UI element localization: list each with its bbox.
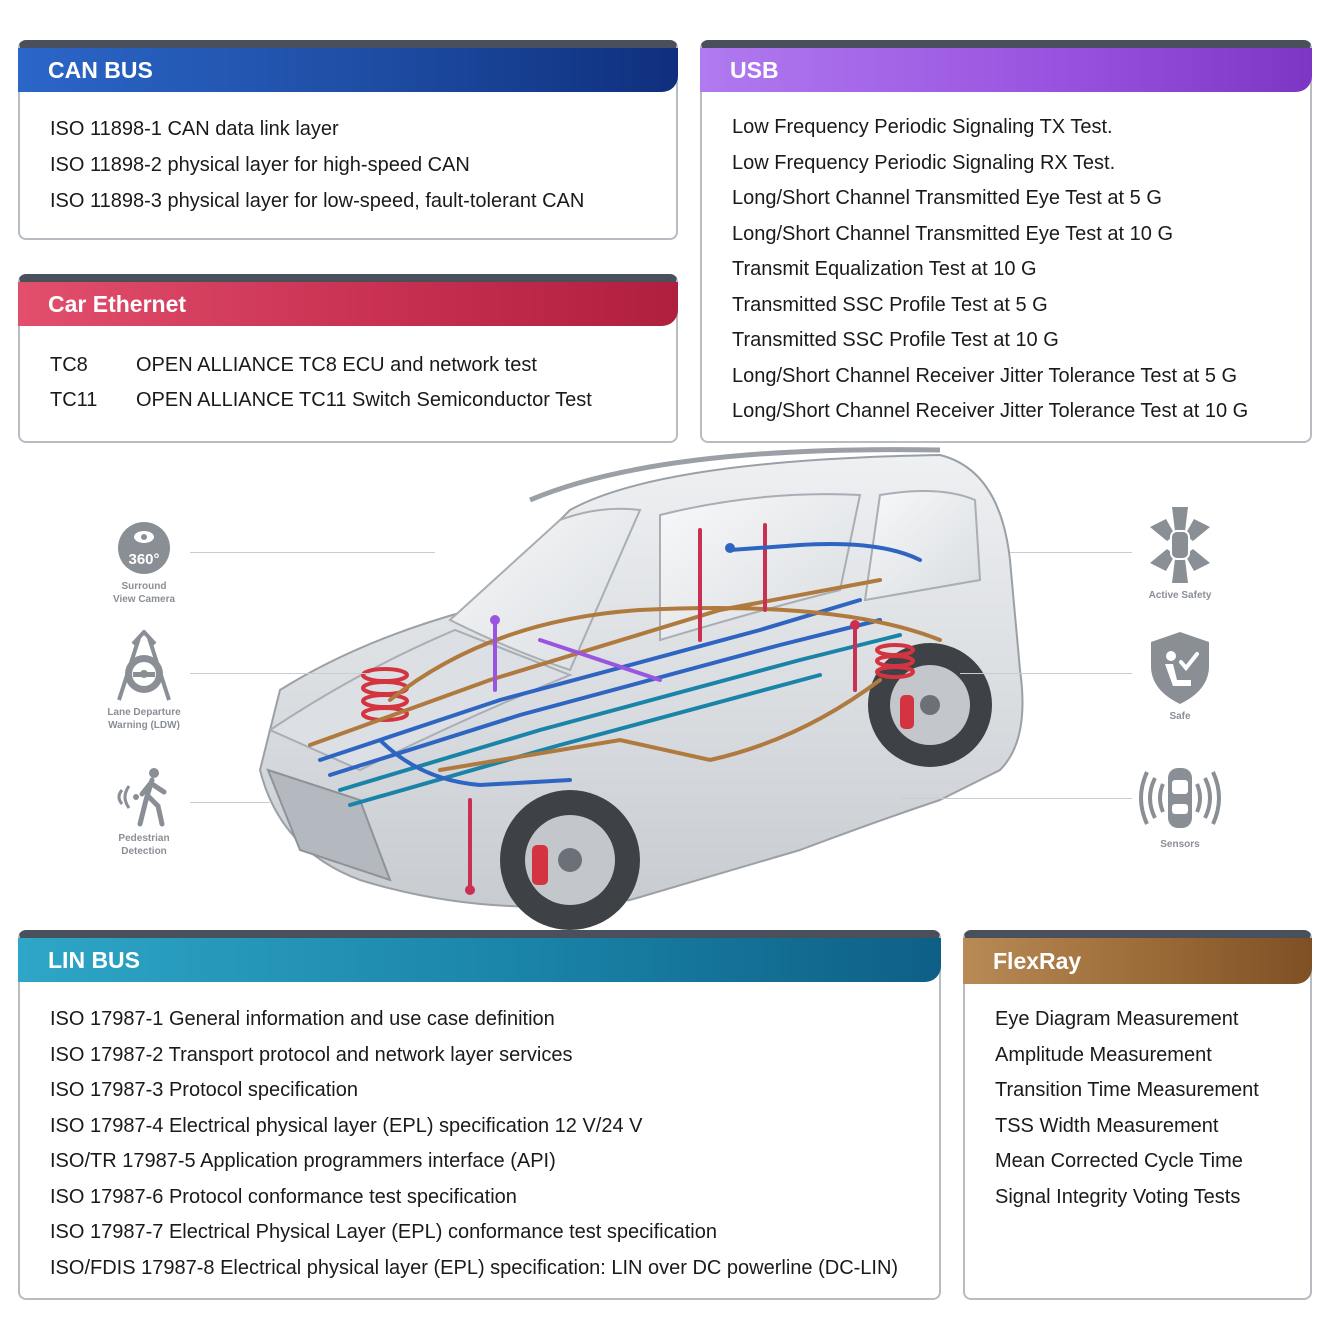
list-item: Long/Short Channel Receiver Jitter Tolerance Test at 5 G (732, 364, 1238, 387)
feature-label: Pedestrian Detection (118, 833, 170, 857)
camera-360-icon (116, 520, 172, 576)
list-item: Long/Short Channel Transmitted Eye Test at 10 G (732, 222, 1173, 245)
feature-surround-view-camera (89, 520, 199, 606)
list-item: Transmitted SSC Profile Test at 5 G (732, 293, 1048, 316)
lin-bus-list (50, 1008, 898, 1292)
leader-line (900, 798, 1132, 799)
lane-departure-icon (109, 630, 179, 702)
feature-label: Safe (1169, 711, 1191, 722)
car-wiring-illustration (240, 440, 1040, 935)
safe-shield-icon (1147, 630, 1213, 706)
list-item: ISO 17987-2 Transport protocol and network layer services (50, 1043, 573, 1066)
list-item: Transmitted SSC Profile Test at 10 G (732, 329, 1059, 351)
feature-pedestrian-detection (89, 766, 199, 858)
test-code: TC11 (50, 389, 98, 411)
usb-header: USB (700, 48, 1312, 92)
test-description: OPEN ALLIANCE TC8 ECU and network test (136, 354, 537, 376)
sensors-icon (1135, 762, 1225, 834)
feature-label: Surround View Camera (112, 581, 176, 605)
list-item: ISO 17987-6 Protocol conformance test specification (50, 1185, 517, 1208)
list-item: ISO 11898-3 physical layer for low-speed, fault-tolerant CAN (50, 190, 585, 212)
leader-line (960, 673, 1132, 674)
active-safety-icon (1147, 505, 1213, 585)
feature-active-safety (1125, 505, 1235, 602)
feature-label: Lane Departure Warning (LDW) (107, 707, 181, 731)
list-item: Long/Short Channel Transmitted Eye Test at 5 G (732, 187, 1162, 209)
leader-line (190, 802, 270, 803)
flexray-list (995, 1008, 1259, 1221)
list-item: ISO 11898-1 CAN data link layer (50, 118, 339, 140)
list-item: ISO 17987-1 General information and use case definition (50, 1008, 555, 1030)
car-ethernet-panel (18, 274, 678, 443)
list-item: Mean Corrected Cycle Time (995, 1150, 1243, 1172)
list-item: Low Frequency Periodic Signaling RX Test. (732, 151, 1116, 174)
test-code: TC8 (50, 354, 88, 376)
list-item: ISO 11898-2 physical layer for high-speed CAN (50, 154, 470, 176)
car-ethernet-list (50, 354, 592, 424)
list-item: ISO/TR 17987-5 Application programmers interface (API) (50, 1150, 556, 1172)
list-item (50, 389, 592, 424)
can-bus-panel (18, 40, 678, 240)
usb-panel (700, 40, 1312, 443)
leader-line (1010, 552, 1132, 553)
list-item: Transition Time Measurement (995, 1079, 1259, 1101)
list-item: ISO/FDIS 17987-8 Electrical physical layer (EPL) specification: LIN over DC powerline (DC-LIN) (50, 1256, 899, 1279)
lin-bus-header: LIN BUS (18, 938, 941, 982)
lin-bus-panel (18, 930, 941, 1300)
feature-sensors (1125, 762, 1235, 851)
feature-label: Active Safety (1148, 590, 1212, 601)
usb-list (732, 116, 1248, 436)
list-item: TSS Width Measurement (995, 1114, 1219, 1137)
list-item: ISO 17987-4 Electrical physical layer (EPL) specification 12 V/24 V (50, 1114, 643, 1137)
flexray-panel (963, 930, 1312, 1300)
leader-line (190, 673, 370, 674)
list-item: Long/Short Channel Receiver Jitter Tolerance Test at 10 G (732, 400, 1249, 422)
list-item: ISO 17987-3 Protocol specification (50, 1079, 358, 1101)
leader-line (190, 552, 435, 553)
feature-safe (1125, 630, 1235, 723)
list-item: Eye Diagram Measurement (995, 1008, 1239, 1030)
list-item: Low Frequency Periodic Signaling TX Test. (732, 116, 1113, 138)
list-item: Amplitude Measurement (995, 1043, 1212, 1066)
flexray-header: FlexRay (963, 938, 1312, 984)
list-item: ISO 17987-7 Electrical Physical Layer (EPL) conformance test specification (50, 1221, 717, 1243)
pedestrian-icon (112, 766, 176, 828)
list-item (50, 354, 592, 389)
list-item: Transmit Equalization Test at 10 G (732, 258, 1037, 280)
feature-lane-departure (89, 630, 199, 732)
list-item: Signal Integrity Voting Tests (995, 1185, 1241, 1208)
can-bus-header: CAN BUS (18, 48, 678, 92)
feature-label: Sensors (1160, 839, 1200, 850)
test-description: OPEN ALLIANCE TC11 Switch Semiconductor Test (136, 389, 592, 411)
car-ethernet-header: Car Ethernet (18, 282, 678, 326)
camera-badge-text: 360° (128, 551, 160, 568)
can-bus-list (50, 118, 584, 226)
